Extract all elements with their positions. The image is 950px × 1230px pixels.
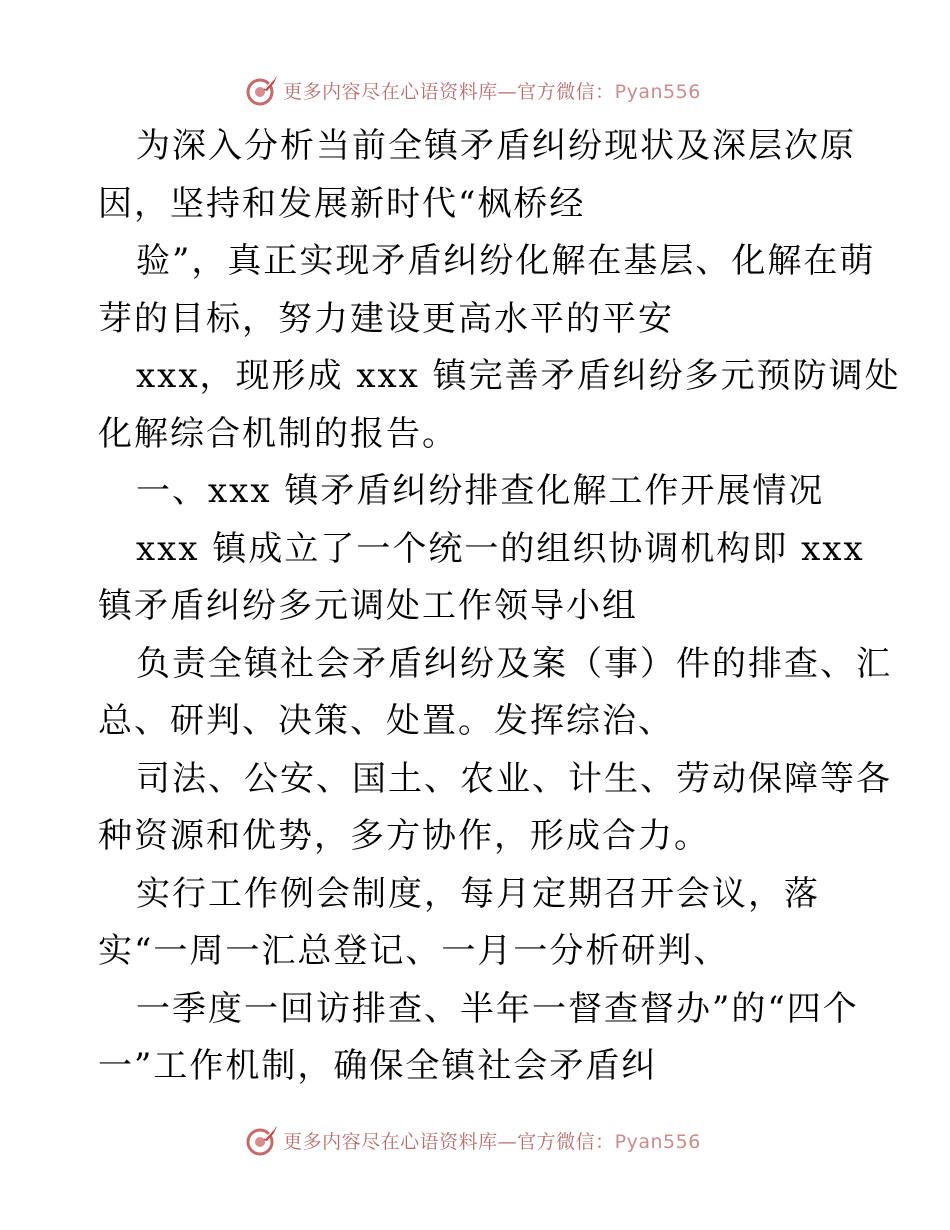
watermark-text [283, 77, 701, 104]
header-watermark [0, 72, 950, 108]
text-line: 一季度一回访排查、半年一督查督办”的“四个 [136, 988, 859, 1029]
watermark-wechat-id: Pyan556 [614, 80, 701, 103]
text-line: xxx，现形成 xxx 镇完善矛盾纠纷多元预防调处 [136, 356, 901, 396]
text-line: xxx 镇成立了一个统一的组织协调机构即 xxx [136, 528, 865, 569]
text-line: 镇矛盾纠纷多元调处工作领导小组 [98, 586, 638, 626]
text-line: 负责全镇社会矛盾纠纷及案（事）件的排查、汇 [136, 643, 892, 684]
text-line: 一、xxx 镇矛盾纠纷排查化解工作开展情况 [136, 471, 825, 511]
text-line: 实行工作例会制度，每月定期召开会议，落 [136, 873, 820, 914]
watermark-wechat-id: Pyan556 [614, 1130, 701, 1153]
text-line: 验”，真正实现矛盾纠纷化解在基层、化解在萌 [136, 241, 876, 281]
quill-logo-icon [245, 1123, 279, 1157]
document-body [98, 118, 901, 1096]
text-line: 因，坚持和发展新时代“枫桥经 [98, 183, 586, 224]
text-line: 司法、公安、国土、农业、计生、劳动保障等各 [136, 758, 892, 799]
footer-watermark [0, 1122, 950, 1158]
text-line: 种资源和优势，多方协作，形成合力。 [98, 816, 710, 856]
watermark-inner [245, 73, 701, 107]
text-line: 化解综合机制的报告。 [98, 413, 458, 454]
quill-logo-icon [245, 73, 279, 107]
watermark-label: 更多内容尽在心语资料库—官方微信： [283, 1130, 615, 1153]
text-line: 总、研判、决策、处置。发挥综治、 [98, 701, 674, 741]
text-line: 实“一周一汇总登记、一月一分析研判、 [98, 931, 730, 971]
text-line: 一”工作机制，确保全镇社会矛盾纠 [98, 1046, 658, 1086]
watermark-label: 更多内容尽在心语资料库—官方微信： [283, 80, 615, 103]
watermark-text [283, 1127, 701, 1154]
text-line: 为深入分析当前全镇矛盾纠纷现状及深层次原 [136, 126, 856, 166]
text-line: 芽的目标，努力建设更高水平的平安 [98, 298, 674, 339]
watermark-inner [245, 1123, 701, 1157]
